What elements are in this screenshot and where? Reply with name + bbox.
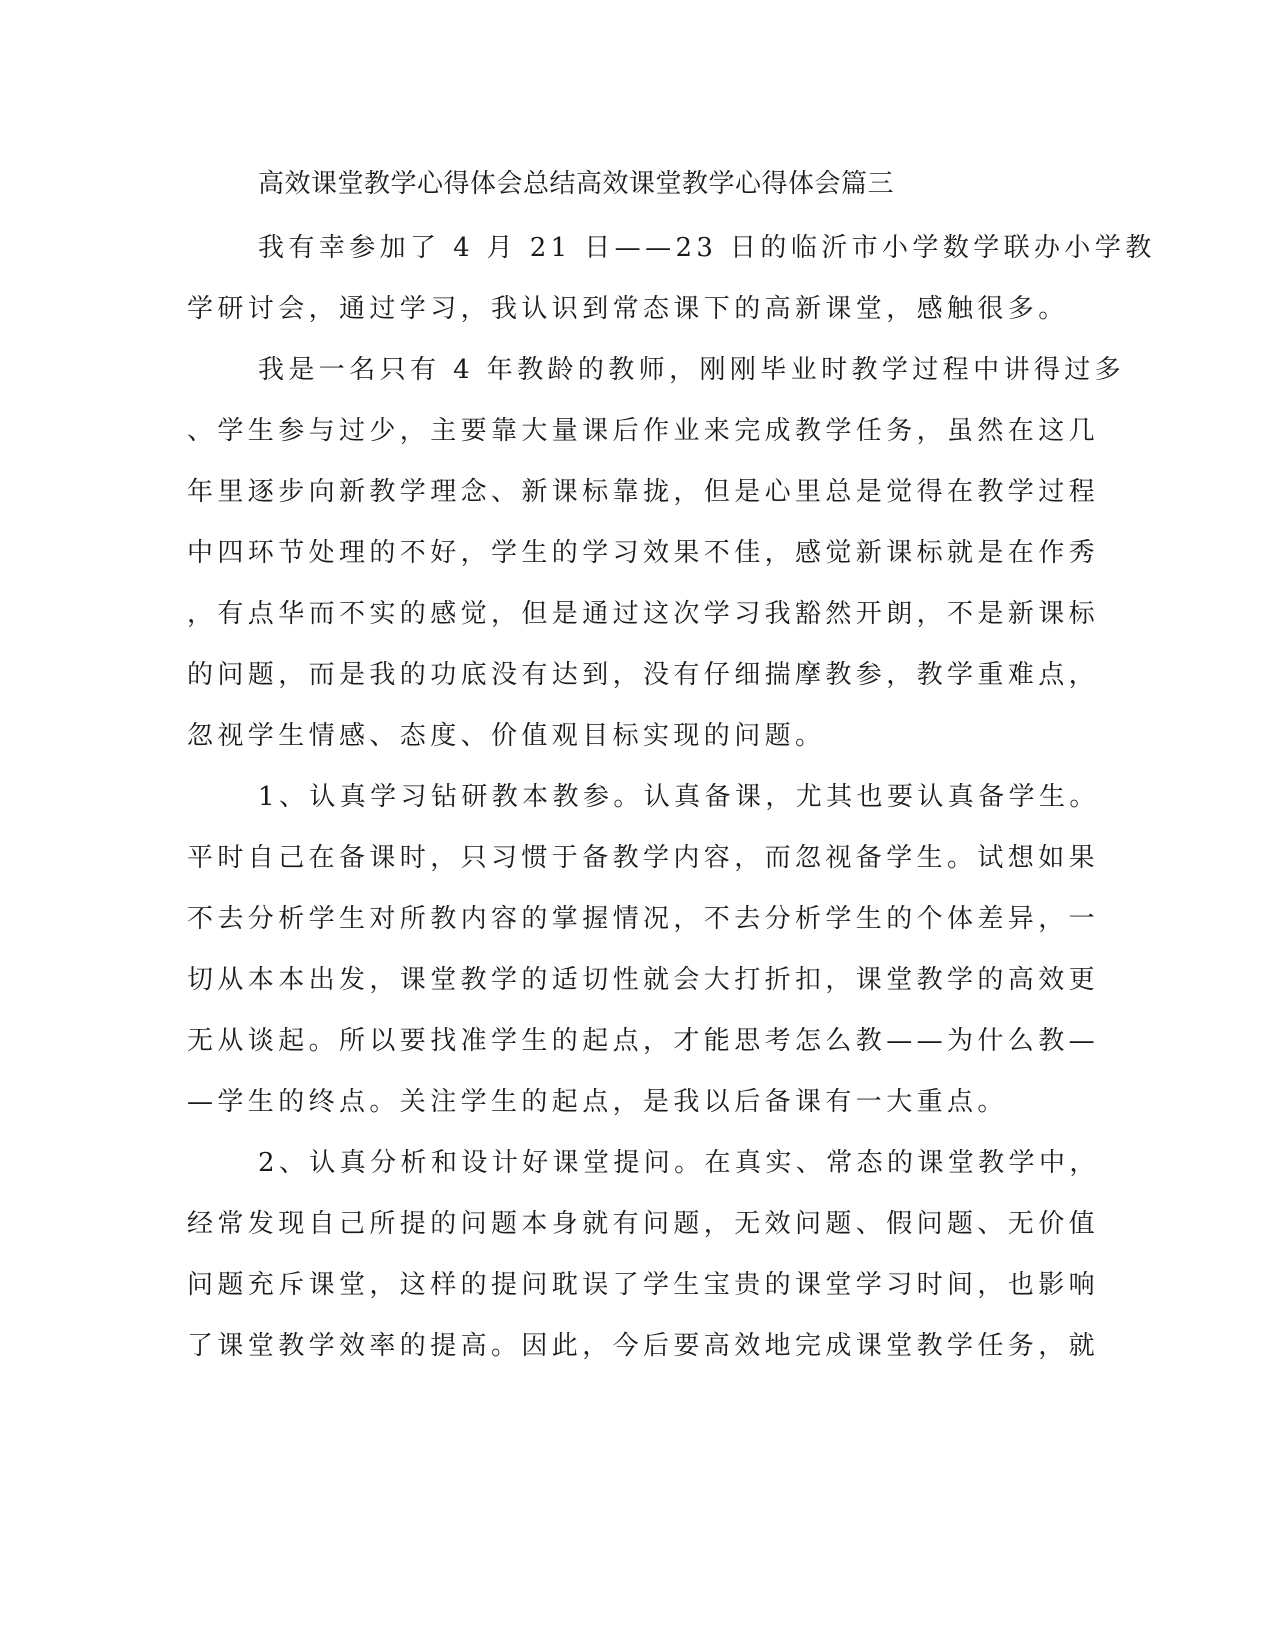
document-title: 高效课堂教学心得体会总结高效课堂教学心得体会篇三 [258,169,895,199]
text-line: 2、认真分析和设计好课堂提问。在真实、常态的课堂教学中， [258,1148,1100,1178]
text-line: 经常发现自己所提的问题本身就有问题，无效问题、假问题、无价值 [187,1209,1100,1239]
text-line: 年里逐步向新教学理念、新课标靠拢，但是心里总是觉得在教学过程 [187,477,1100,507]
text-line: ，有点华而不实的感觉，但是通过这次学习我豁然开朗，不是新课标 [187,599,1100,629]
text-line: 我有幸参加了 4 月 21 日——23 日的临沂市小学数学联办小学教 [258,233,1156,263]
text-line: —学生的终点。关注学生的起点，是我以后备课有一大重点。 [187,1087,1008,1117]
text-line: 无从谈起。所以要找准学生的起点，才能思考怎么教——为什么教— [187,1026,1100,1056]
text-line: 了课堂教学效率的提高。因此，今后要高效地完成课堂教学任务，就 [187,1331,1100,1361]
text-line: 学研讨会，通过学习，我认识到常态课下的高新课堂，感触很多。 [187,294,1069,324]
text-line: 切从本本出发，课堂教学的适切性就会大打折扣，课堂教学的高效更 [187,965,1100,995]
text-line: 忽视学生情感、态度、价值观目标实现的问题。 [187,721,826,751]
text-line: 我是一名只有 4 年教龄的教师，刚刚毕业时教学过程中讲得过多 [258,355,1126,385]
text-line: 中四环节处理的不好，学生的学习效果不佳，感觉新课标就是在作秀 [187,538,1100,568]
text-line: 平时自己在备课时，只习惯于备教学内容，而忽视备学生。试想如果 [187,843,1100,873]
text-line: 、学生参与过少，主要靠大量课后作业来完成教学任务，虽然在这几 [187,416,1100,446]
document-body [187,228,1156,1387]
text-line: 不去分析学生对所教内容的掌握情况，不去分析学生的个体差异，一 [187,904,1100,934]
text-line: 问题充斥课堂，这样的提问耽误了学生宝贵的课堂学习时间，也影响 [187,1270,1100,1300]
text-line: 1、认真学习钻研教本教参。认真备课，尤其也要认真备学生。 [258,782,1100,812]
text-line: 的问题，而是我的功底没有达到，没有仔细揣摩教参，教学重难点， [187,660,1100,690]
